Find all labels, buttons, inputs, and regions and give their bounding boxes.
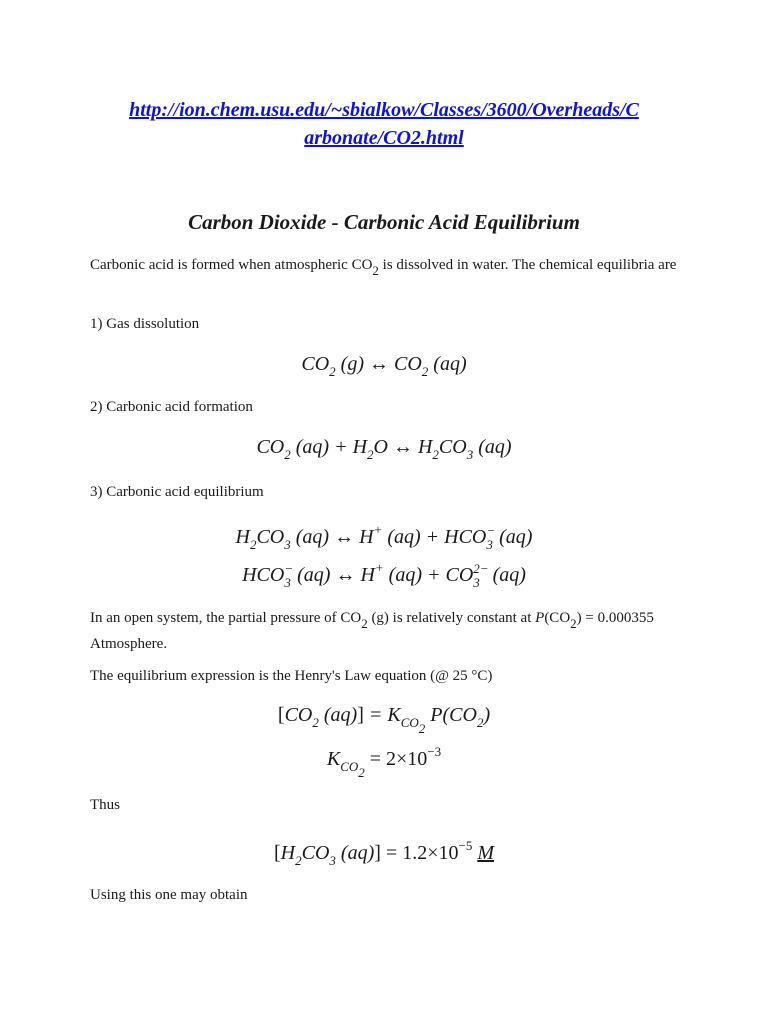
using-text: Using this one may obtain — [90, 887, 248, 903]
source-link-line2[interactable]: arbonate/CO2.html — [304, 127, 464, 149]
equation-first-dissociation: $H_2CO_3$ (aq) ↔ H+ (aq) + HCO − 3 (aq) — [235, 522, 533, 553]
source-link-line1[interactable]: http://ion.chem.usu.edu/~sbialkow/Classes/3600/Overheads/C — [129, 99, 639, 121]
intro-paragraph: Carbonic acid is formed when atmospheric $CO_2$ is dissolved in water. The chemical equilibria are — [90, 257, 677, 278]
step-2-heading: 2) Carbonic acid formation — [90, 399, 253, 415]
equation-carbonic-concentration: [$H_2CO_3$ $(aq)] = 1.2\times 10^{-5}$ M — [274, 838, 494, 868]
step-1-heading: 1) Gas dissolution — [90, 316, 200, 332]
henry-law-paragraph: The equilibrium expression is the Henry's Law equation (@ 25 °C) — [90, 668, 493, 684]
equation-henry-constant: $K_{CO_2} = 2\times 10^{-3}$ — [326, 744, 442, 780]
open-system-paragraph: In an open system, the partial pressure of $CO_2$ (g) is relatively constant at $P(CO_2) = 0.000355$ Atmosphere. — [90, 610, 654, 652]
equation-henry-law: [$CO_2$ $(aq)] = K_{CO_2}$ $P(CO_2)$ — [277, 704, 491, 736]
equation-second-dissociation: HCO − 3 (aq) ↔ H+ (aq) + CO 2− 3 (aq) — [242, 560, 526, 591]
source-link[interactable] — [80, 96, 688, 152]
thus-text: Thus — [90, 797, 120, 813]
step-3-heading: 3) Carbonic acid equilibrium — [90, 484, 264, 500]
page-title: Carbon Dioxide - Carbonic Acid Equilibrium — [188, 210, 580, 234]
equation-gas-dissolution: $CO_2$ (g) ↔ $CO_2$ (aq) — [301, 353, 467, 379]
equation-carbonic-formation: $CO_2$ $(aq) + H_2O$ ↔ $H_2CO_3$ (aq) — [256, 436, 512, 462]
